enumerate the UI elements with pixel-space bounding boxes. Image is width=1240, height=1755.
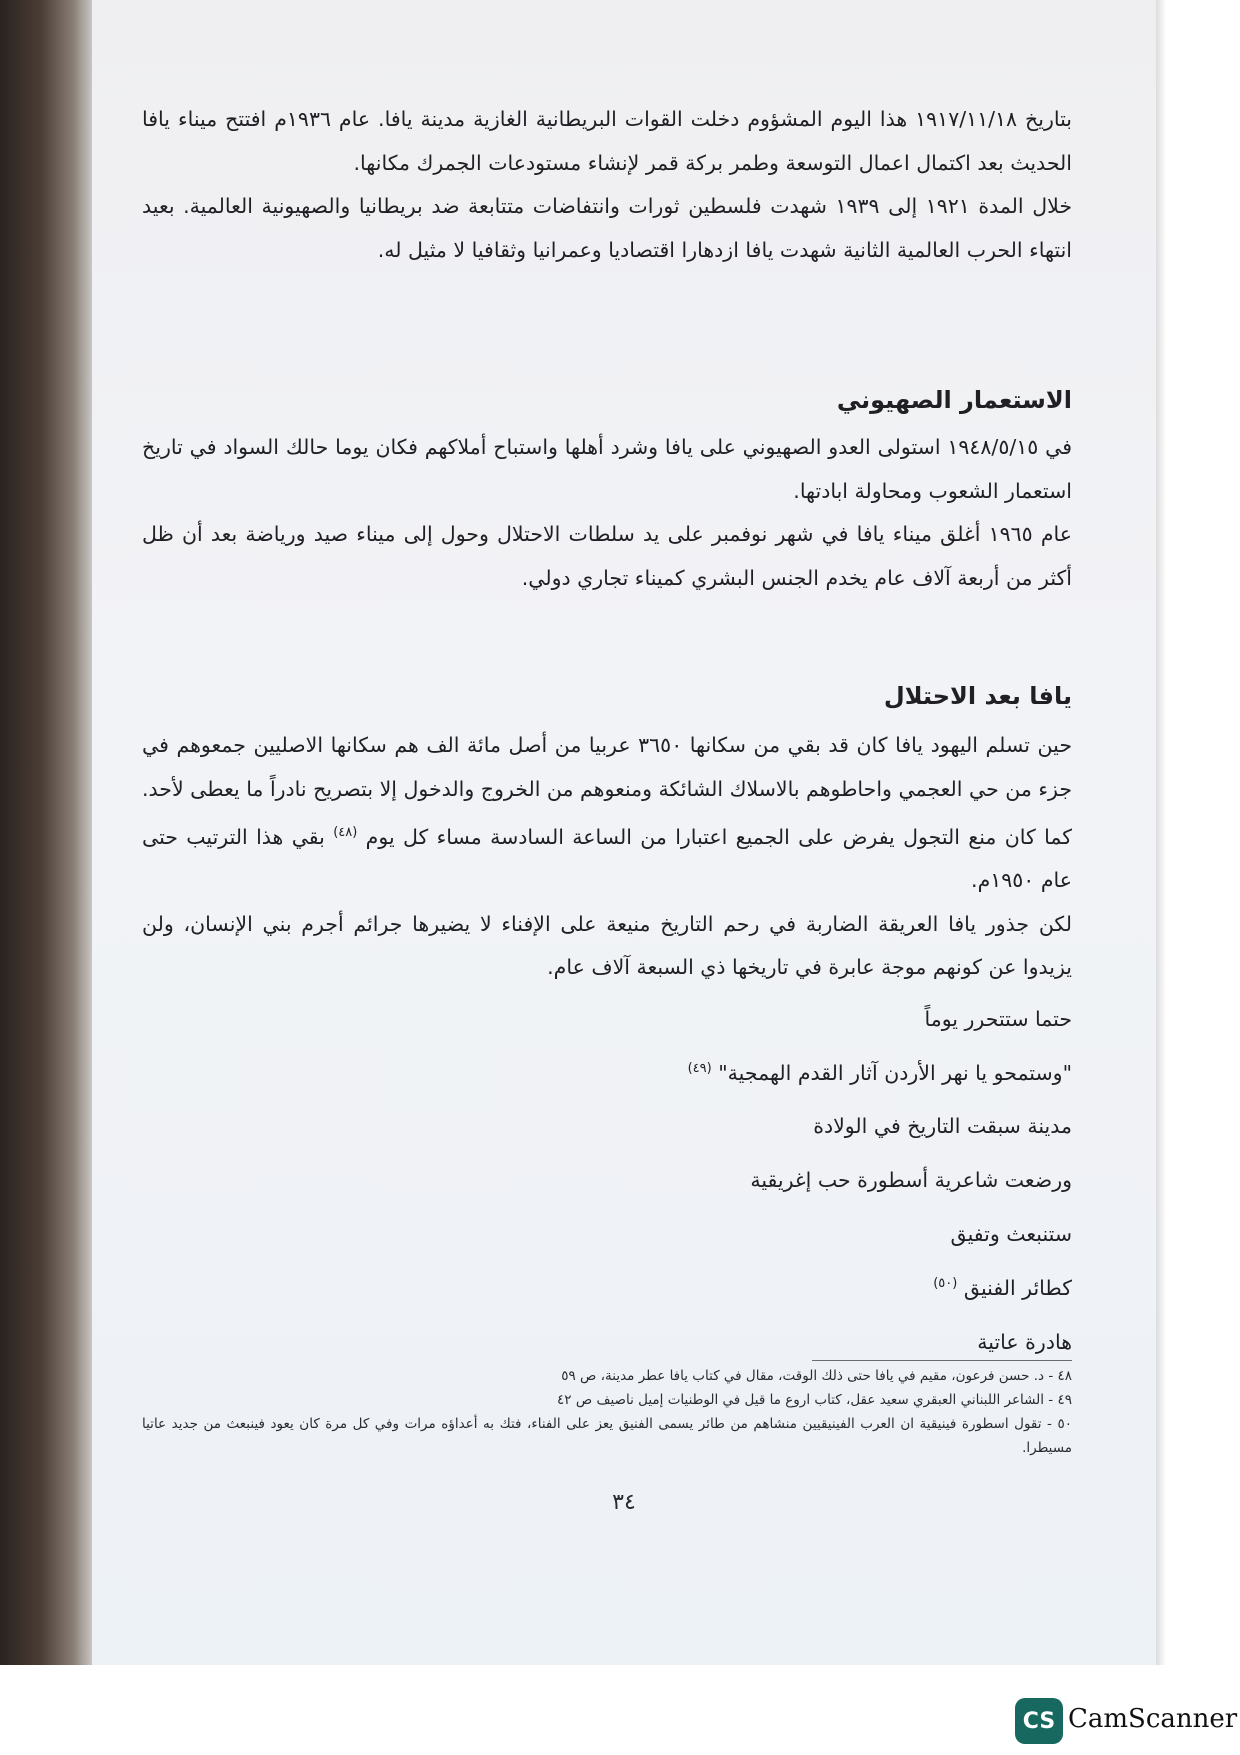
footnote: ٥٠ - تقول اسطورة فينيقية ان العرب الفينيقيين منشاهم من طائر يسمى الفنيق يعز على الفناء، فتك به أعداؤه مرات وفي كل مرة كان يعود فينبعث من جديد عاتيا مسيطرا. (142, 1416, 1072, 1456)
poem-line: ستنبعث وتفيق (950, 1221, 1072, 1246)
footnote: ٤٨ - د. حسن فرعون، مقيم في يافا حتى ذلك الوقت، مقال في كتاب يافا عطر مدينة، ص ٥٩ (561, 1368, 1072, 1384)
paragraph: خلال المدة ١٩٢١ إلى ١٩٣٩ شهدت فلسطين ثورات وانتفاضات متتابعة ضد بريطانيا والصهيونية العالمية. بعيد انتهاء الحرب العالمية الثانية شهدت يافا ازدهارا اقتصاديا وعمرانيا وثقافيا لا مثيل له. (142, 194, 1072, 262)
paragraph: عام ١٩٦٥ أغلق ميناء يافا في شهر نوفمبر على يد سلطات الاحتلال وحول إلى ميناء صيد ورياضة بعد أن ظل أكثر من أربعة آلاف عام يخدم الجنس البشري كميناء تجاري دولي. (142, 522, 1072, 590)
poem-line: حتما ستتحرر يوماً (924, 1006, 1072, 1031)
book-page (92, 0, 1156, 1665)
footnote: ٤٩ - الشاعر اللبناني العبقري سعيد عقل، كتاب اروع ما قيل في الوطنيات إميل ناصيف ص ٤٢ (557, 1392, 1072, 1408)
paragraph: في ١٩٤٨/٥/١٥ استولى العدو الصهيوني على يافا وشرد أهلها واستباح أملاكهم فكان يوما حالك السواد في تاريخ استعمار الشعوب ومحاولة ابادتها. (142, 435, 1072, 503)
paragraph: لكن جذور يافا العريقة الضاربة في رحم التاريخ منيعة على الإفناء لا يضيرها جرائم أجرم بني الإنسان، ولن يزيدوا عن كونهم موجة عابرة في تاريخها ذي السبعة آلاف عام. (142, 911, 1072, 980)
section-colonization (142, 380, 1072, 600)
footnote-ref: (٤٩) (687, 1060, 712, 1076)
page-number: ٣٤ (612, 1490, 636, 1515)
poem-line: هادرة عاتية (977, 1329, 1072, 1354)
poem-line: ورضعت شاعرية أسطورة حب إغريقية (750, 1168, 1072, 1193)
footnote-divider (812, 1360, 1072, 1361)
poem (142, 990, 1072, 1367)
paragraph (142, 724, 1072, 903)
section-heading: يافا بعد الاحتلال (883, 682, 1072, 710)
paragraph-text: بقي هذا الترتيب حتى عام ١٩٥٠م. (142, 824, 1072, 893)
footnote-ref: (٤٨) (333, 825, 358, 840)
page-edge (1156, 0, 1166, 1665)
paragraph: بتاريخ ١٩١٧/١١/١٨ هذا اليوم المشؤوم دخلت القوات البريطانية الغازية مدينة يافا. عام ١٩٣٦م افتتح ميناء يافا الحديث بعد اكتمال اعمال التوسعة وطمر بركة قمر لإنشاء مستودعات الجمرك مكانها. (142, 107, 1072, 175)
camscanner-logo-icon: CS (1015, 1698, 1063, 1744)
paragraph-text: حين تسلم اليهود يافا كان قد بقي من سكانها ٣٦٥٠ عربيا من أصل مائة الف هم سكانها الاصليين جمعوهم في جزء من حي العجمي واحاطوهم بالاسلاك الشائكة ومنعوهم من الخروج والدخول إلا بتصريح نادراً ما يعطى لأحد. كما كان منع التجول يفرض على الجميع اعتبارا من الساعة السادسة مساء كل يوم (142, 733, 1072, 849)
footnote-ref: (٥٠) (933, 1275, 958, 1291)
footnotes (142, 1364, 1072, 1460)
book-spine-shadow (0, 0, 92, 1665)
section-heading: الاستعمار الصهيوني (836, 386, 1072, 414)
section-after-occupation (142, 676, 1072, 1367)
camscanner-watermark: CamScanner (1068, 1704, 1238, 1734)
poem-line: مدينة سبقت التاريخ في الولادة (813, 1114, 1072, 1139)
poem-line: كطائر الفنيق $^{(٥٠)}$ (933, 1275, 1072, 1300)
intro-text (142, 98, 1072, 272)
poem-line: "وستمحو يا نهر الأردن آثار القدم الهمجية" $^{(٤٩)}$ (687, 1060, 1072, 1085)
